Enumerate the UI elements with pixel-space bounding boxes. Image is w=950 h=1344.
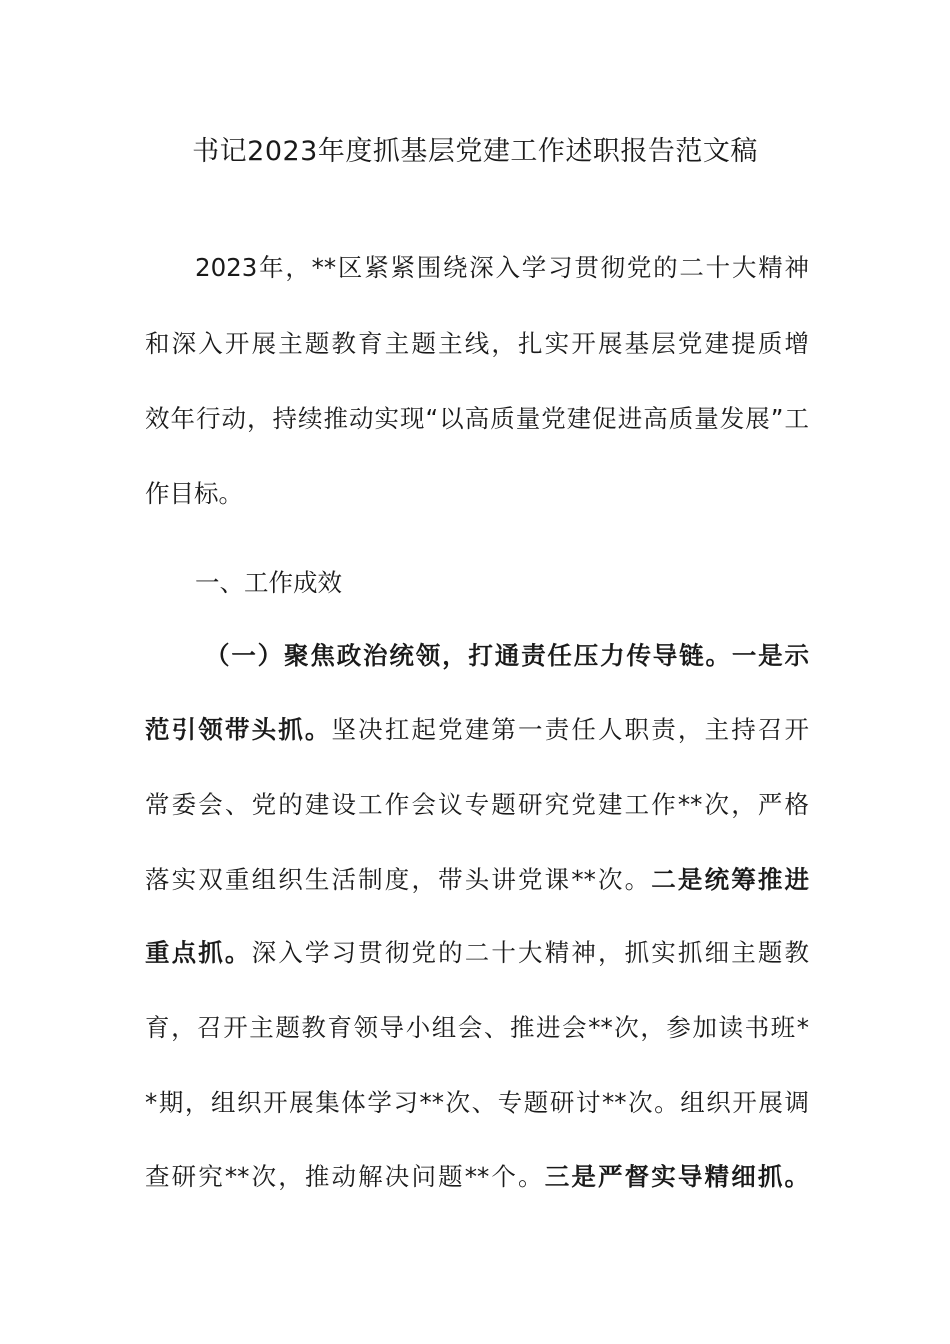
body-line-4 xyxy=(145,860,809,900)
point3-lead: 三是严督实导精细抓。 xyxy=(544,1162,809,1191)
point1-lead-part-b: 范引领带头抓。 xyxy=(145,715,332,744)
intro-line-1: 2023年，**区紧紧围绕深入学习贯彻党的二十大精神 xyxy=(195,253,809,282)
body-line-5-text: 深入学习贯彻党的二十大精神，抓实抓细主题教 xyxy=(251,938,810,967)
body-line-2-text: 坚决扛起党建第一责任人职责，主持召开 xyxy=(331,715,810,744)
point1-lead-part-a: 一是示 xyxy=(731,641,810,670)
body-line-5 xyxy=(145,933,809,973)
body-line-7: *期，组织开展集体学习**次、专题研讨**次。组织开展调 xyxy=(145,1088,809,1117)
body-line-4-text: 落实双重组织生活制度，带头讲党课**次。 xyxy=(145,865,652,894)
section-heading: 一、工作成效 xyxy=(195,568,342,597)
document-title: 书记2023年度抓基层党建工作述职报告范文稿 xyxy=(192,136,758,167)
point2-lead-part-a: 二是统筹推进 xyxy=(651,865,810,894)
body-line-6: 育，召开主题教育领导小组会、推进会**次，参加读书班* xyxy=(145,1013,809,1042)
intro-line-2: 和深入开展主题教育主题主线，扎实开展基层党建提质增 xyxy=(145,329,809,358)
subsection-heading: （一）聚焦政治统领，打通责任压力传导链。 xyxy=(205,641,732,670)
body-line-3: 常委会、党的建设工作会议专题研究党建工作**次，严格 xyxy=(145,790,809,819)
intro-line-3: 效年行动，持续推动实现“以高质量党建促进高质量发展”工 xyxy=(145,404,809,433)
body-line-1 xyxy=(205,636,809,676)
body-line-8-text: 查研究**次，推动解决问题**个。 xyxy=(145,1162,545,1191)
body-line-2 xyxy=(145,710,809,750)
point2-lead-part-b: 重点抓。 xyxy=(145,938,252,967)
body-line-8 xyxy=(145,1157,809,1197)
intro-line-4: 作目标。 xyxy=(145,479,243,508)
